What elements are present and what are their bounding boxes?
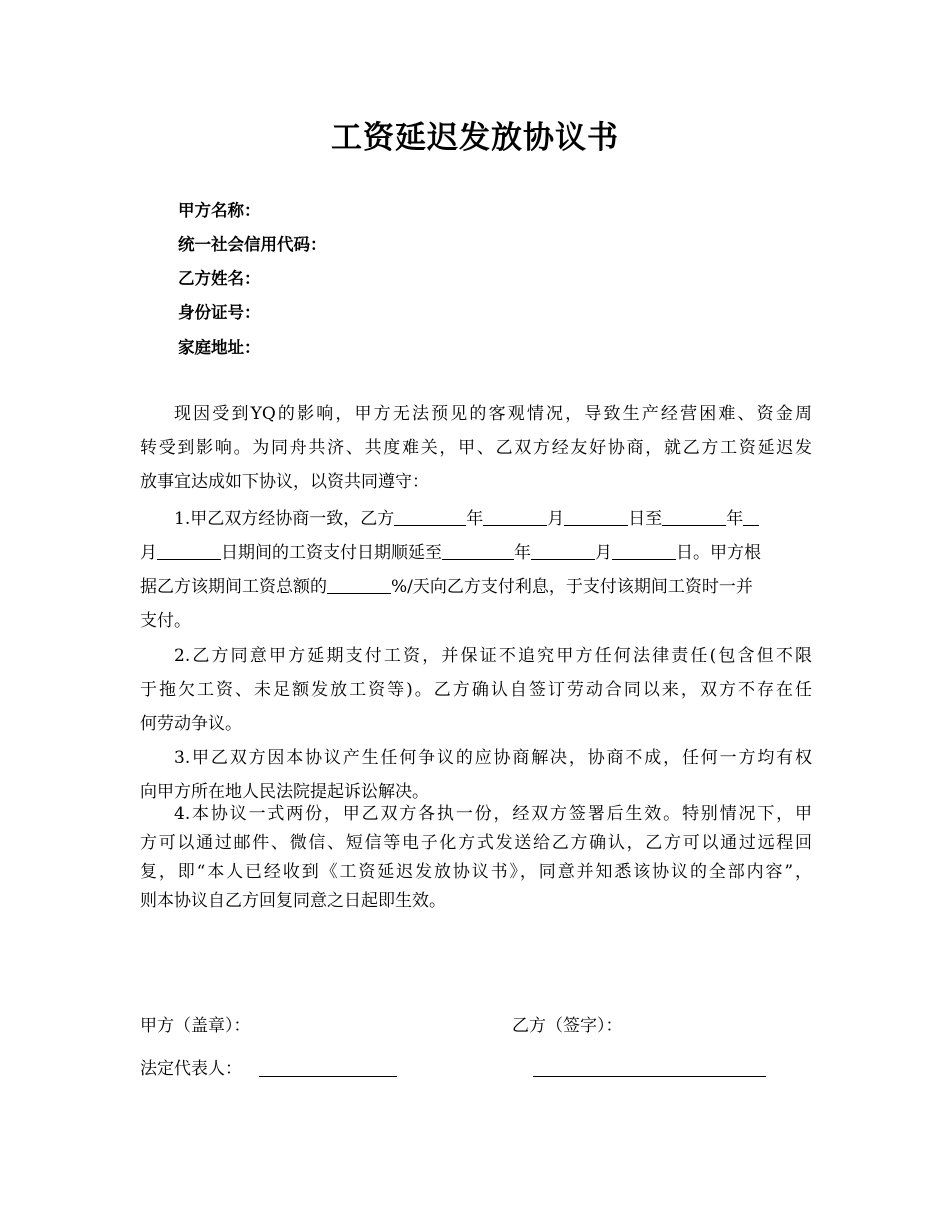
blank-interest-rate[interactable] [327,575,391,594]
clause-1-line [140,570,812,604]
clause-1-line: 支付。 [140,611,191,631]
clause-2-line: 于拖欠工资、未足额发放工资等)。乙方确认自签订劳动合同以来，双方不存在任 [140,680,812,700]
legal-rep-label: 法定代表人： [140,1059,242,1079]
intro-line: 转受到影响。为同舟共济、共度难关，甲、乙双方经友好协商，就乙方工资延迟发 [140,438,812,458]
clause-1-line [140,536,812,570]
blank-end-year[interactable] [662,507,726,526]
party-b-sign-label: 乙方（签字）： [512,1016,623,1036]
id-number-label: 身份证号： [178,303,261,322]
clause-2-line: 何劳动争议。 [140,714,242,734]
clause-text: 年 [466,509,484,529]
intro-line: 放事宜达成如下协议，以资共同遵守： [140,472,429,492]
clause-text: 日至 [628,509,663,529]
party-a-seal-label: 甲方（盖章）： [140,1016,251,1036]
clause-text: 月 [595,543,612,563]
clause-4-line: 方可以通过邮件、微信、短信等电子化方式发送给乙方确认，乙方可以通过远程回 [140,833,812,853]
blank-deferred-year[interactable] [442,541,514,560]
intro-paragraph [140,397,812,499]
blank-start-day[interactable] [564,507,628,526]
clause-1-line [140,502,812,536]
blank-end-day[interactable] [157,541,221,560]
blank-deferred-day[interactable] [612,541,676,560]
clause-3 [140,741,812,809]
clause-3-line: 3.甲乙双方因本协议产生任何争议的应协商解决，协商不成，任何一方均有权 [174,748,812,768]
clause-1 [140,502,812,638]
party-b-signature-line[interactable] [533,1076,766,1077]
clause-4-line: 则本协议自乙方回复同意之日起即生效。 [140,891,446,911]
party-a-name-label: 甲方名称： [178,201,261,220]
clause-text: 日。甲方根 [676,543,761,563]
clause-4-line: 4.本协议一式两份，甲乙双方各执一份，经双方签署后生效。特别情况下，甲 [174,804,812,824]
clause-3-line: 向甲方所在地人民法院提起诉讼解决。 [140,782,429,802]
clause-text: 据乙方该期间工资总额的 [140,577,327,597]
intro-line: 现因受到YQ的影响，甲方无法预见的客观情况，导致生产经营困难、资金周 [174,404,812,424]
credit-code-label: 统一社会信用代码： [178,235,327,254]
clause-text: 日期间的工资支付日期顺延至 [221,543,442,563]
clause-2-line: 2.乙方同意甲方延期支付工资，并保证不追究甲方任何法律责任(包含但不限 [174,646,812,666]
clause-text: 月 [140,543,157,563]
clause-4-line: 复，即“本人已经收到《工资延迟发放协议书》，同意并知悉该协议的全部内容”， [140,862,812,882]
clause-2 [140,639,812,741]
blank-end-month[interactable] [743,507,759,526]
party-b-name-label: 乙方姓名： [178,269,261,288]
clause-text: %/天向乙方支付利息，于支付该期间工资时一并 [391,577,753,597]
clause-text: 1.甲乙双方经协商一致，乙方 [174,509,395,529]
clause-text: 年 [726,509,744,529]
clause-text: 月 [547,509,565,529]
blank-start-month[interactable] [483,507,547,526]
blank-deferred-month[interactable] [531,541,595,560]
blank-start-year[interactable] [394,507,466,526]
clause-text: 年 [514,543,531,563]
legal-rep-signature-line[interactable] [259,1076,397,1077]
clause-4 [140,800,812,916]
address-label: 家庭地址： [178,338,261,357]
document-title: 工资延迟发放协议书 [331,120,619,156]
